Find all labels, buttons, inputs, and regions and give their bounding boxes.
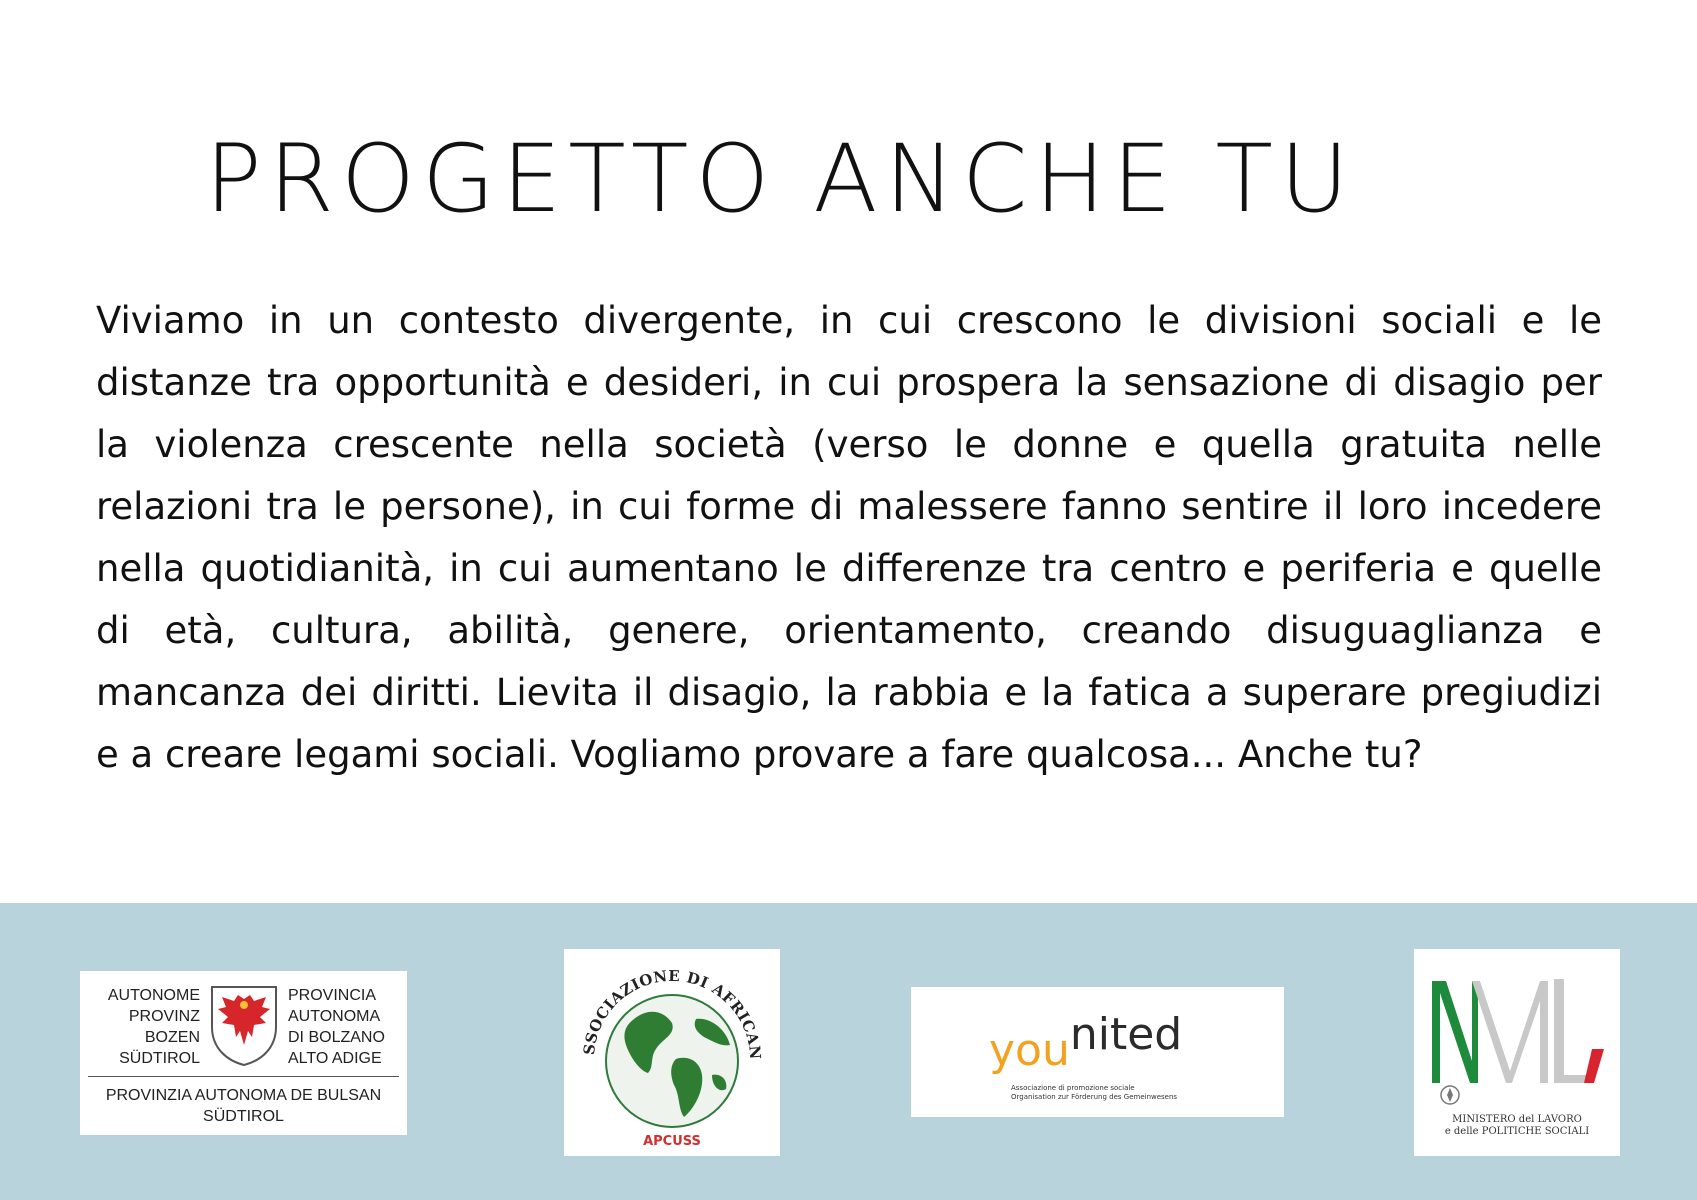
emblem-icon	[1441, 1086, 1459, 1104]
ministero-lavoro-logo	[1414, 949, 1620, 1156]
page-title: PROGETTO ANCHE TU	[205, 125, 1356, 234]
provincia-bolzano-logo	[80, 971, 407, 1135]
provincia-left-text: AUTONOME PROVINZ BOZEN SÜDTIROL	[107, 987, 200, 1067]
africani-acronym: APCUSS	[643, 1134, 701, 1149]
divider	[88, 1076, 399, 1077]
eagle-shield-icon	[208, 983, 280, 1067]
globe-icon	[564, 949, 780, 1156]
africani-arc-text: SSOCIAZIONE DI AFRICAN	[579, 966, 765, 1061]
provincia-bottom-text: PROVINZIA AUTONOMA DE BULSAN SÜDTIROL	[105, 1087, 382, 1125]
ministero-caption: MINISTERO del LAVORO e delle POLITICHE SOCIALI	[1444, 1114, 1590, 1137]
intro-paragraph: Viviamo in un contesto divergente, in cui crescono le divisioni sociali e le distanze tra opportunità e desideri, in cui prospera la sensazione di disagio per la violenza crescente nella società (verso le donne e quella gratuita nelle relazioni tra le persone), in cui forme di malessere fanno sentire il loro incedere nella quotidianità, in cui aumentano le differenze tra centro e periferia e quelle di età, cultura, abilità, genere, orientamento, creando disuguaglianza e mancanza dei diritti. Lievita il disagio, la rabbia e la fatica a superare pregiudizi e a creare legami sociali. Vogliamo provare a fare qualcosa... Anche tu?	[96, 299, 1602, 776]
younited-tagline: Associazione di promozione sociale Organisation zur Förderung des Gemeinwesens	[1011, 1084, 1178, 1101]
associazione-africani-logo	[564, 949, 780, 1156]
footer-logos	[0, 903, 1697, 1200]
provincia-right-text: PROVINCIA AUTONOMA DI BOLZANO ALTO ADIGE	[288, 987, 385, 1067]
ministero-monogram	[1414, 949, 1620, 1109]
younited-logo	[911, 987, 1284, 1117]
younited-wordmark: younited	[989, 1009, 1183, 1076]
